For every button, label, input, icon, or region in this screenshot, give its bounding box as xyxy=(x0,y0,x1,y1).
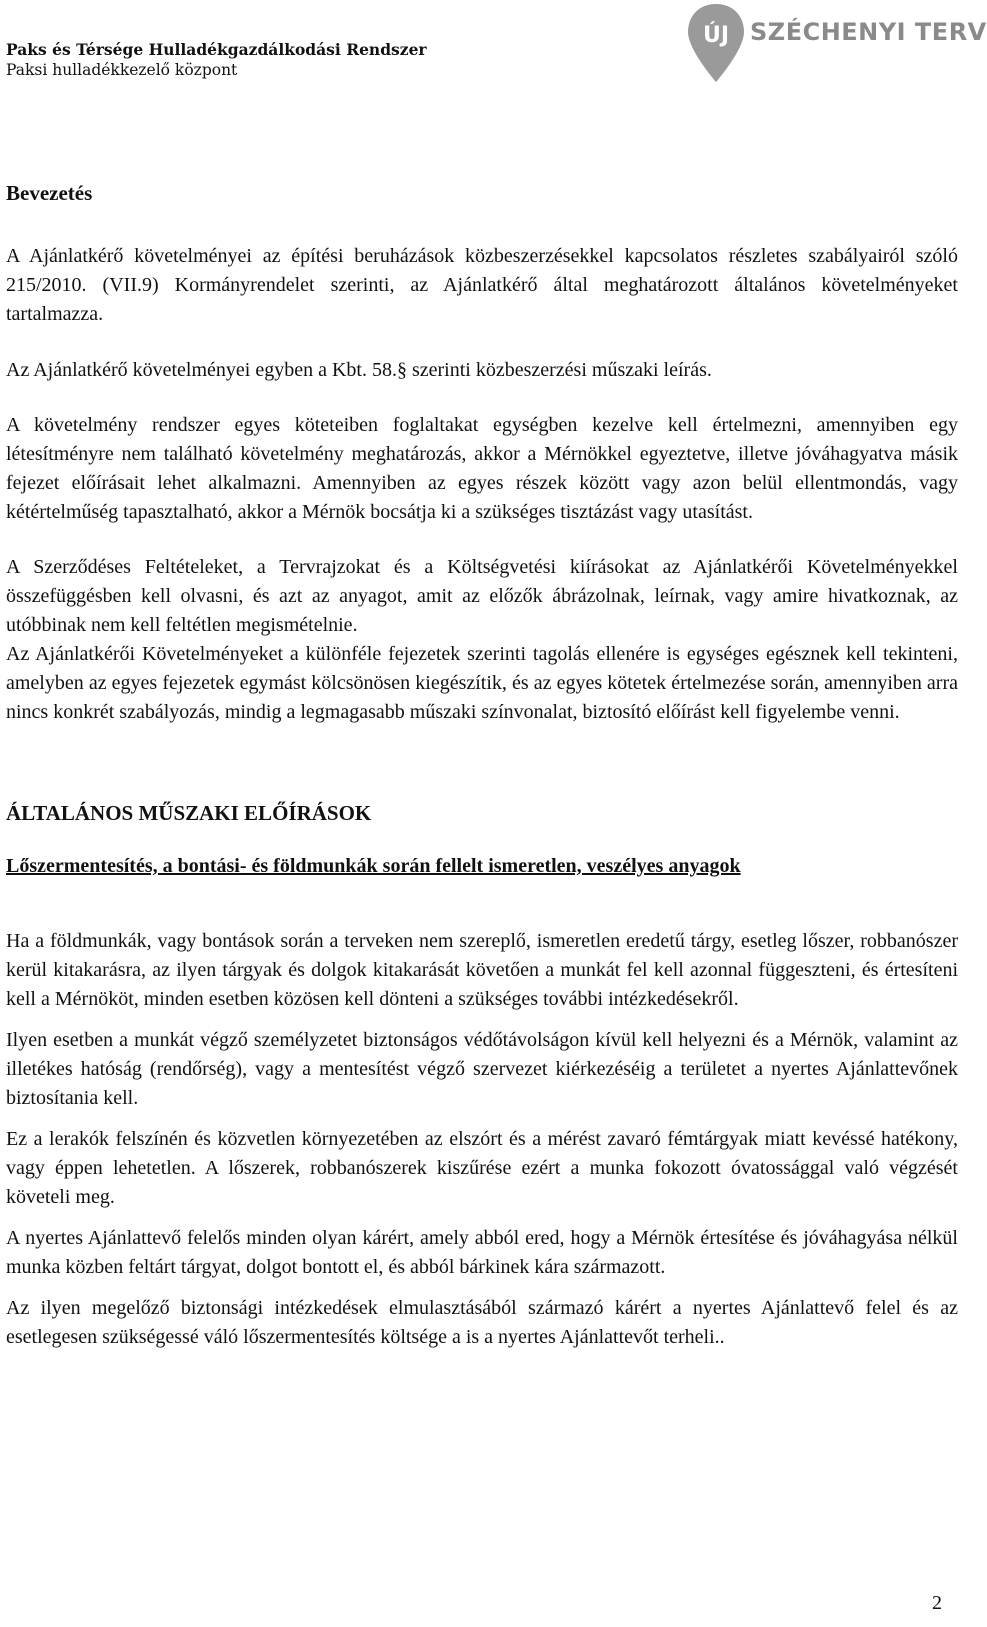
intro-paragraph-1: A Ajánlatkérő követelményei az építési beruházások közbeszerzésekkel kapcsolatos részletes szabályairól szóló 215/2010. (VII.9) Kormányrendelet szerinti, az Ajánlatkérő által meghatározott általános követelményeket tartalmazza. xyxy=(6,245,958,325)
section-paragraph-5: Az ilyen megelőző biztonsági intézkedések elmulasztásából származó kárért a nyertes Ajánlattevő felel és az esetlegesen szükségessé váló lőszermentesítés költsége a is a nyertes Ajánlattevőt terheli.. xyxy=(6,1297,958,1348)
page-number: 2 xyxy=(932,1592,942,1614)
intro-heading: Bevezetés xyxy=(6,181,93,205)
logo-pin-icon xyxy=(686,2,746,84)
document-header xyxy=(6,40,427,80)
intro-paragraph-5: Az Ajánlatkérői Követelményeket a különféle fejezetek szerinti tagolás ellenére is egységes egésznek kell tekinteni, amelyben az egyes fejezetek egymást kölcsönösen kiegészítik, és az egyes kötetek értelmezése során, amennyiben arra nincs konkrét szabályozás, mindig a legmagasabb műszaki színvonalat, biztosító előírást kell figyelembe venni. xyxy=(6,643,958,723)
intro-paragraph-4: A Szerződéses Feltételeket, a Tervrajzokat és a Költségvetési kiírásokat az Ajánlatkérői Követelményekkel összefüggésben kell olvasni, és azt az anyagot, amit az előzők ábrázolnak, leírnak, vagy amire hivatkoznak, az utóbbinak nem kell feltétlen megismételnie. xyxy=(6,556,958,636)
szechenyi-terv-logo xyxy=(686,2,987,84)
document-body xyxy=(6,176,958,1352)
section-paragraph-4: A nyertes Ajánlattevő felelős minden olyan kárért, amely abból ered, hogy a Mérnök értesítése és jóváhagyása nélkül munka közben feltárt tárgyat, dolgot bontott el, és abból bárkinek kára származott. xyxy=(6,1227,958,1278)
subsection-title: Lőszermentesítés, a bontási- és földmunkák során fellelt ismeretlen, veszélyes anyagok xyxy=(6,855,741,877)
organization-name: Paks és Térsége Hulladékgazdálkodási Rendszer xyxy=(6,40,427,59)
logo-badge-text: ÚJ xyxy=(702,23,730,48)
section-paragraph-3: Ez a lerakók felszínén és közvetlen környezetében az elszórt és a mérést zavaró fémtárgyak miatt kevéssé hatékony, vagy éppen lehetetlen. A lőszerek, robbanószerek kiszűrése ezért a munka fokozott óvatossággal való végzését követeli meg. xyxy=(6,1128,958,1208)
organization-subtitle: Paksi hulladékkezelő központ xyxy=(6,61,238,79)
intro-paragraph-3: A követelmény rendszer egyes köteteiben foglaltakat egységben kezelve kell értelmezni, amennyiben egy létesítményre nem található követelmény meghatározás, akkor a Mérnökkel egyeztetve, illetve jóváhagyatva másik fejezet előírásait lehet alkalmazni. Amennyiben az egyes részek között vagy azon belül ellentmondás, vagy kétértelműség tapasztalható, akkor a Mérnök bocsátja ki a szükséges tisztázást vagy utasítást. xyxy=(6,414,958,523)
intro-paragraph-2: Az Ajánlatkérő követelményei egyben a Kbt. 58.§ szerinti közbeszerzési műszaki leírás. xyxy=(6,359,712,381)
logo-text: SZÉCHENYI TERV xyxy=(750,18,987,46)
section-title: ÁLTALÁNOS MŰSZAKI ELŐÍRÁSOK xyxy=(6,801,372,825)
section-paragraph-1: Ha a földmunkák, vagy bontások során a terveken nem szereplő, ismeretlen eredetű tárgy, esetleg lőszer, robbanószer kerül kitakarásra, az ilyen tárgyak és dolgok kitakarását követően a munkát fel kell azonnal függeszteni, és értesíteni kell a Mérnököt, minden esetben közösen kell dönteni a szükséges további intézkedésekről. xyxy=(6,930,958,1010)
section-paragraph-2: Ilyen esetben a munkát végző személyzetet biztonságos védőtávolságon kívül kell helyezni és a Mérnök, valamint az illetékes hatóság (rendőrség), vagy a mentesítést végző szervezet kiérkezéséig a területet a nyertes Ajánlattevőnek biztosítania kell. xyxy=(6,1029,958,1109)
